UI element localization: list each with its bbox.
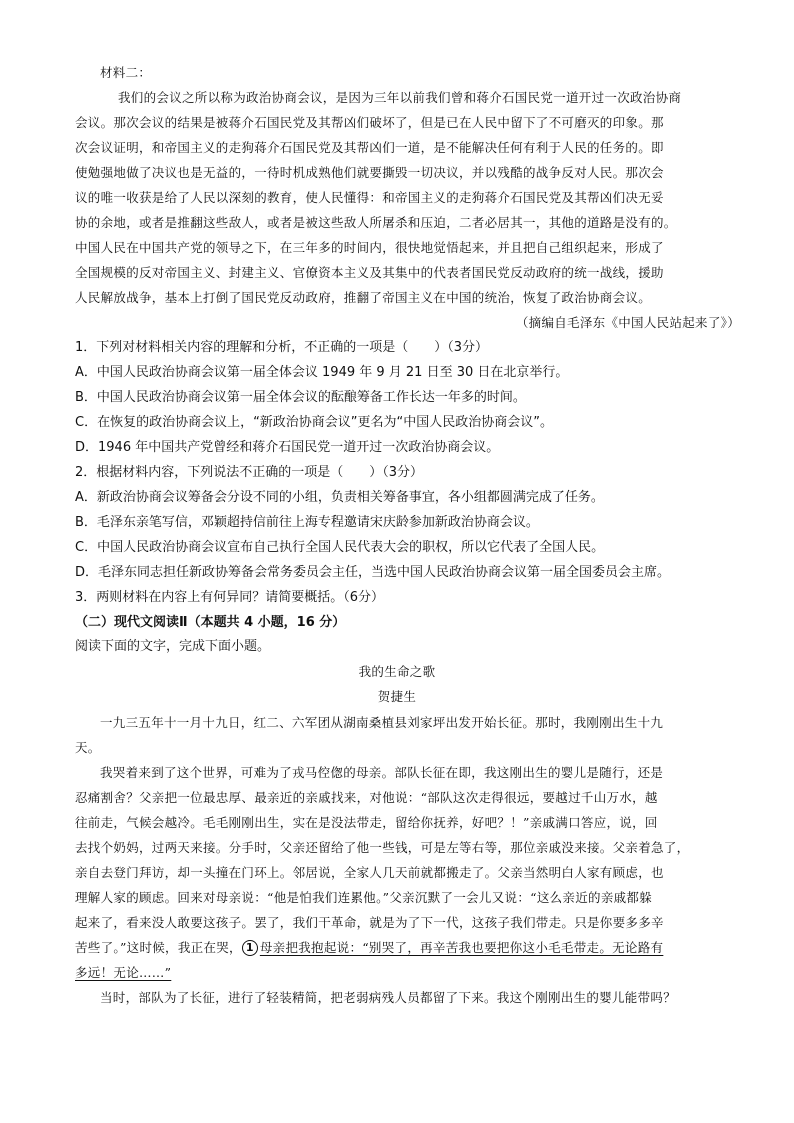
question-1-option-b: B．中国人民政治协商会议第一届全体会议的酝酿筹备工作长达一年多的时间。 [75, 390, 526, 405]
question-2-option-b: B．毛泽东亲笔写信，邓颖超持信前往上海专程邀请宋庆龄参加新政治协商会议。 [75, 515, 539, 530]
question-1-stem: 1．下列对材料相关内容的理解和分析，不正确的一项是（ ）（3分） [75, 340, 489, 355]
material-paragraph-line: 中国人民在中国共产党的领导之下，在三年多的时间内，很快地觉悟起来，并且把自己组织起来，形成了 [75, 240, 664, 255]
story-line: 去找个奶妈，过两天来接。分手时，父亲还留给了他一些钱，可是左等右等，那位亲戚没来接。父亲着急了， [75, 840, 690, 855]
story-line: 起来了，看来没人敢要这孩子。罢了，我们干革命，就是为了下一代，这孩子我们带走。只是你要多多辛 [75, 915, 664, 930]
section-heading: （二）现代文阅读Ⅱ（本题共 4 小题，16 分） [75, 615, 346, 630]
story-line: 理解人家的顾虑。回来对母亲说：“他是怕我们连累他。”父亲沉默了一会儿又说：“这么亲近的亲戚都躲 [75, 890, 653, 905]
material-paragraph-line: 全国规模的反对帝国主义、封建主义、官僚资本主义及其集中的代表者国民党反动政府的统一战线，援助 [75, 265, 664, 280]
story-line: 我哭着来到了这个世界，可难为了戎马倥偬的母亲。部队长征在即，我这刚出生的婴儿是随行，还是 [100, 765, 664, 780]
question-1-option-a: A．中国人民政治协商会议第一届全体会议 1949 年 9 月 21 日至 30 日在北京举行。 [75, 365, 569, 380]
material-paragraph-line: 协的余地，或者是推翻这些敌人，或者是被这些敌人所屠杀和压迫，二者必居其一，其他的道路是没有的。 [75, 215, 677, 230]
material-paragraph-line: 使勉强地做了决议也是无益的，一待时机成熟他们就要撕毁一切决议，并以残酷的战争反对人民。那次会 [75, 165, 664, 180]
material-label: 材料二： [100, 65, 152, 80]
story-author: 贺捷生 [377, 689, 417, 704]
material-source: （摘编自毛泽东《中国人民站起来了》） [515, 315, 740, 330]
story-line-text: 苦些了。”这时候，我正在哭， [75, 940, 242, 955]
question-2-option-a: A．新政治协商会议筹备会分设不同的小组，负责相关筹备事宜，各小组都圆满完成了任务。 [75, 490, 604, 505]
question-1-option-c: C．在恢复的政治协商会议上，“新政治协商会议”更名为“中国人民政治协商会议”。 [75, 415, 554, 430]
story-line [75, 964, 171, 982]
story-title: 我的生命之歌 [358, 664, 436, 679]
underlined-sentence: 母亲把我抱起说：“别哭了，再辛苦我也要把你这小毛毛带走。无论路有 [259, 940, 664, 955]
section-instruction: 阅读下面的文字，完成下面小题。 [75, 639, 271, 654]
sentence-marker-1: 1 [242, 940, 258, 956]
question-2-stem: 2．根据材料内容，下列说法不正确的一项是（ ）（3分） [75, 465, 424, 480]
material-paragraph-line: 次会议证明，和帝国主义的走狗蒋介石国民党及其帮凶们一道，是不能解决任何有利于人民的任务的。即 [75, 140, 664, 155]
question-2-option-c: C．中国人民政治协商会议宣布自己执行全国人民代表大会的职权，所以它代表了全国人民。 [75, 540, 605, 555]
material-paragraph-line: 我们的会议之所以称为政治协商会议，是因为三年以前我们曾和蒋介石国民党一道开过一次政治协商 [118, 90, 682, 105]
material-paragraph-line: 人民解放战争，基本上打倒了国民党反动政府，推翻了帝国主义在中国的统治，恢复了政治协商会议。 [75, 290, 652, 305]
material-paragraph-line: 议的唯一收获是给了人民以深刻的教育，使人民懂得：和帝国主义的走狗蒋介石国民党及其帮凶们决无妥 [75, 190, 664, 205]
story-line [75, 939, 663, 957]
story-line: 往前走，气候会越冷。毛毛刚刚出生，实在是没法带走，留给你抚养，好吧？！”亲戚满口答应，说，回 [75, 815, 658, 830]
material-paragraph-line: 会议。那次会议的结果是被蒋介石国民党及其帮凶们破坏了，但是已在人民中留下了不可磨灭的印象。那 [75, 115, 664, 130]
story-line: 忍痛割舍？父亲把一位最忠厚、最亲近的亲戚找来，对他说：“部队这次走得很远，要越过千山万水，越 [75, 790, 658, 805]
story-line: 天。 [75, 740, 101, 755]
question-2-option-d: D．毛泽东同志担任新政协筹备会常务委员会主任，当选中国人民政治协商会议第一届全国委员会主席。 [75, 565, 671, 580]
question-1-option-d: D．1946 年中国共产党曾经和蒋介石国民党一道开过一次政治协商会议。 [75, 440, 500, 455]
story-line: 当时，部队为了长征，进行了轻装精简，把老弱病残人员都留了下来。我这个刚刚出生的婴儿能带吗？ [100, 990, 677, 1005]
story-line: 亲自去登门拜访，却一头撞在门环上。邻居说，全家人几天前就都搬走了。父亲当然明白人家有顾虑，也 [75, 865, 664, 880]
story-line: 一九三五年十一月十九日，红二、六军团从湖南桑植县刘家坪出发开始长征。那时，我刚刚出生十九 [100, 715, 664, 730]
question-3-stem: 3．两则材料在内容上有何异同？请简要概括。（6分） [75, 590, 385, 605]
underlined-sentence-continued: 多远！无论……” [75, 965, 172, 980]
